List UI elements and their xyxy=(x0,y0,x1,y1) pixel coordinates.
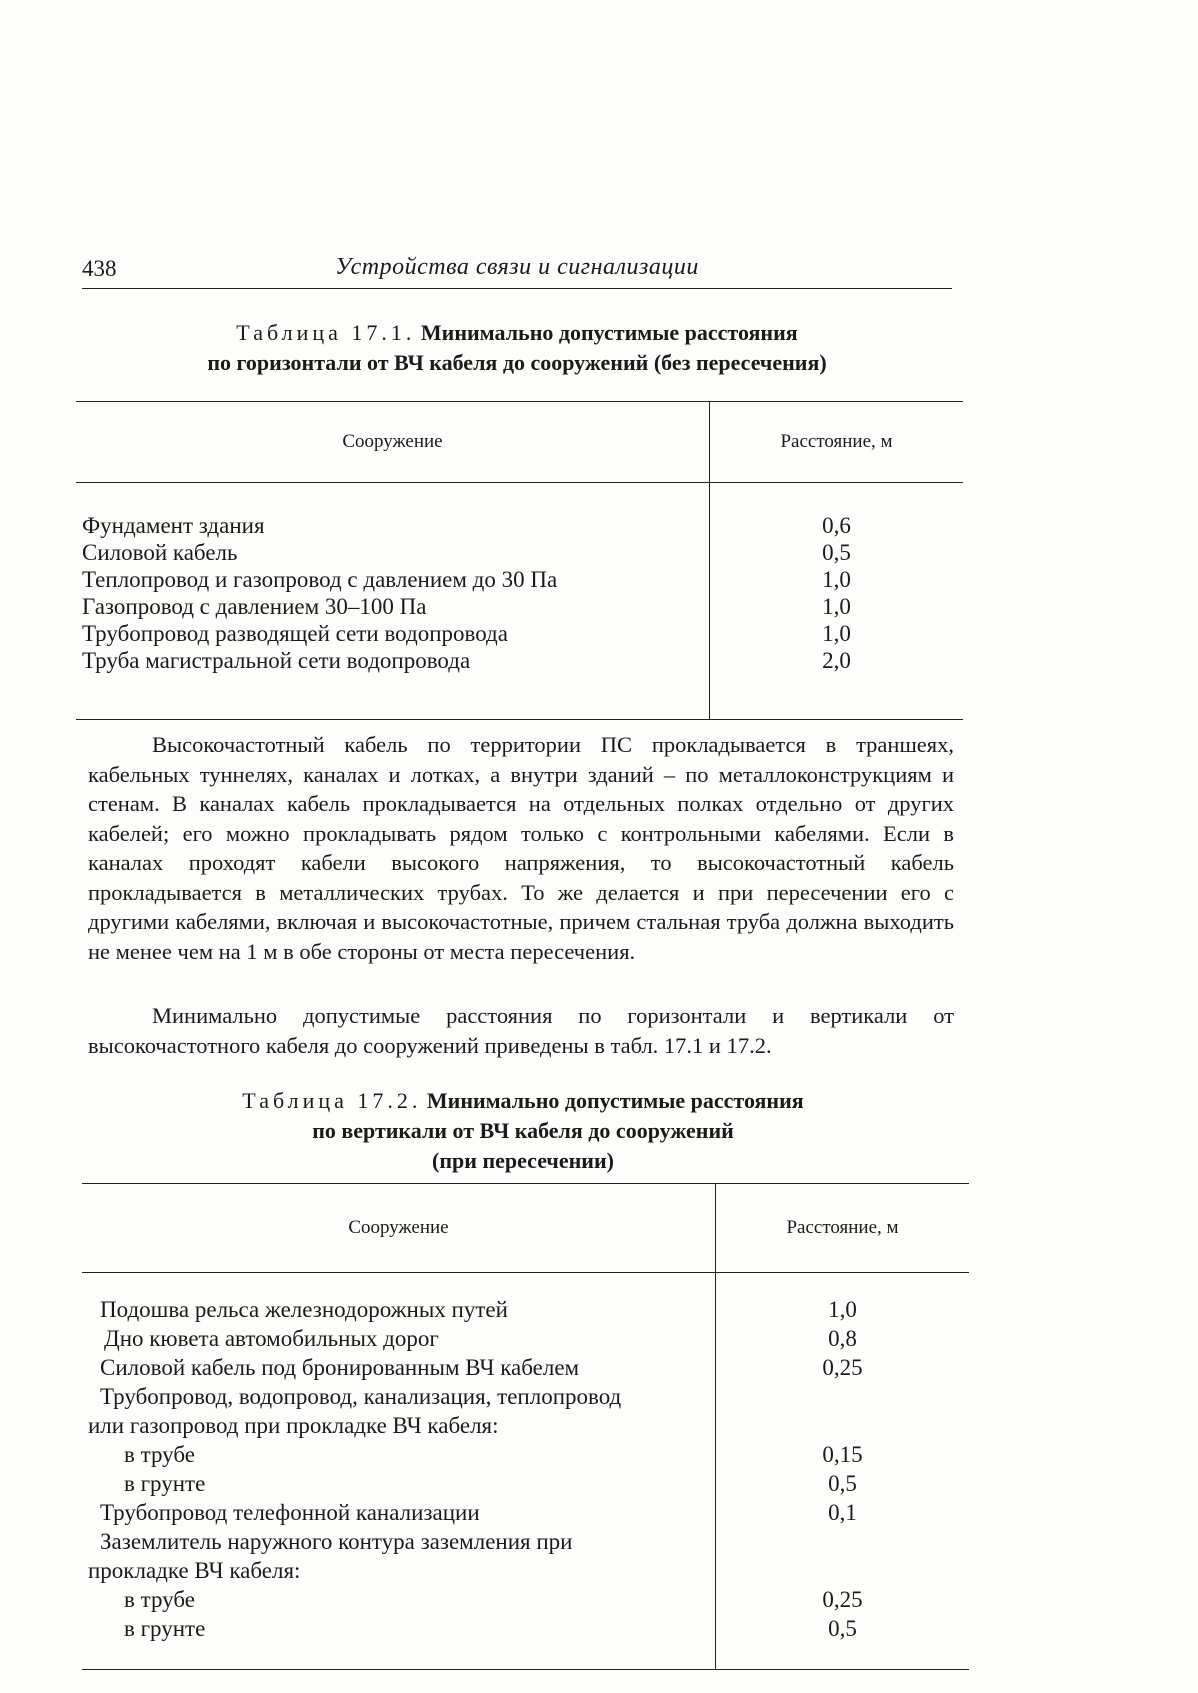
book-title: Устройства связи и сигнализации xyxy=(335,254,699,280)
table1-caption-line1: Минимально допустимые расстояния xyxy=(420,320,798,345)
row-distance-value: 0,6 xyxy=(822,513,851,538)
table-row xyxy=(76,594,963,621)
table1-header-distance: Расстояние, м xyxy=(780,431,893,452)
row-structure-name: в грунте xyxy=(124,1471,206,1496)
row-structure-name: Трубопровод телефонной канализации xyxy=(100,1500,480,1525)
row-distance-value: 0,25 xyxy=(822,1587,863,1612)
row-distance-value: 0,8 xyxy=(828,1326,857,1351)
table1-header-row xyxy=(76,402,963,483)
row-structure-name: прокладке ВЧ кабеля: xyxy=(88,1558,301,1583)
row-structure-name: Подошва рельса железнодорожных путей xyxy=(100,1297,508,1322)
table-row xyxy=(82,1471,969,1500)
table2-body xyxy=(82,1273,969,1645)
table-row xyxy=(82,1442,969,1471)
row-distance-value: 1,0 xyxy=(828,1297,857,1322)
table-row xyxy=(82,1413,969,1442)
row-distance-value: 0,1 xyxy=(828,1500,857,1525)
table-row xyxy=(82,1326,969,1355)
row-distance-value: 0,5 xyxy=(822,540,851,565)
row-structure-name: Фундамент здания xyxy=(82,513,265,538)
row-distance-value: 0,15 xyxy=(822,1442,863,1467)
table2-header-distance: Расстояние, м xyxy=(786,1217,899,1238)
table1-caption-label: Таблица 17.1. xyxy=(236,320,416,345)
table2-header-structure: Сооружение xyxy=(348,1217,449,1238)
row-structure-name: Дно кювета автомобильных дорог xyxy=(104,1326,439,1351)
row-structure-name: Заземлитель наружного контура заземления при xyxy=(100,1529,573,1554)
row-distance-value: 0,5 xyxy=(828,1471,857,1496)
row-structure-name: Теплопровод и газопровод с давлением до 30 Па xyxy=(82,567,558,592)
table-row xyxy=(82,1297,969,1326)
table2-caption-line2: по вертикали от ВЧ кабеля до сооружений xyxy=(312,1118,734,1143)
table2 xyxy=(82,1183,969,1670)
row-distance-value: 2,0 xyxy=(822,648,851,673)
table-row xyxy=(82,1616,969,1645)
table-row xyxy=(76,648,963,675)
table1 xyxy=(76,401,963,720)
body-paragraph-2: Минимально допустимые расстояния по горизонтали и вертикали от высокочастотного кабеля до сооружений приведены в табл. 17.1 и 17.2. xyxy=(88,1003,954,1058)
table1-caption-line2: по горизонтали от ВЧ кабеля до сооружений (без пересечения) xyxy=(207,350,827,375)
table1-caption xyxy=(82,318,952,378)
row-distance-value: 0,5 xyxy=(828,1616,857,1641)
row-structure-name: Силовой кабель под бронированным ВЧ кабелем xyxy=(100,1355,580,1380)
table-row xyxy=(76,513,963,540)
table-row xyxy=(82,1529,969,1558)
row-distance-value: 1,0 xyxy=(822,594,851,619)
table-row xyxy=(82,1355,969,1384)
table-row xyxy=(82,1500,969,1529)
row-structure-name: Силовой кабель xyxy=(82,540,238,565)
page-number: 438 xyxy=(82,256,117,281)
table-row xyxy=(76,621,963,648)
table-row xyxy=(82,1587,969,1616)
table-row xyxy=(82,1384,969,1413)
row-distance-value: 0,25 xyxy=(822,1355,863,1380)
table2-caption-line3: (при пересечении) xyxy=(432,1148,614,1173)
table-row xyxy=(82,1558,969,1587)
body-paragraph-1: Высокочастотный кабель по территории ПС прокладывается в траншеях, кабельных туннелях, каналах и лотках, а внутри зданий – по металлоконструкциям и стенам. В каналах кабель прокладывается на отдельных полках отдельно от других кабелей; его можно прокладывать рядом только с контрольными кабелями. Если в каналах проходят кабели высокого напряжения, то высокочастотный кабель прокладывается в металлических трубах. То же делается и при пересечении его с другими кабелями, включая и высокочастотные, причем стальная труба должна выходить не менее чем на 1 м в обе стороны от места пересечения. xyxy=(88,732,954,964)
table1-body xyxy=(76,483,963,675)
row-structure-name: Трубопровод разводящей сети водопровода xyxy=(82,621,508,646)
row-structure-name: Газопровод с давлением 30–100 Па xyxy=(82,594,427,619)
table1-header-structure: Сооружение xyxy=(342,431,443,452)
row-distance-value: 1,0 xyxy=(822,621,851,646)
table2-caption xyxy=(88,1086,958,1176)
table2-caption-label: Таблица 17.2. xyxy=(242,1088,422,1113)
row-structure-name: в трубе xyxy=(124,1587,195,1612)
row-structure-name: в грунте xyxy=(124,1616,206,1641)
table-row xyxy=(76,567,963,594)
table2-header-row xyxy=(82,1184,969,1273)
row-structure-name: или газопровод при прокладке ВЧ кабеля: xyxy=(88,1413,499,1438)
row-structure-name: в трубе xyxy=(124,1442,195,1467)
running-head xyxy=(82,250,952,289)
row-distance-value: 1,0 xyxy=(822,567,851,592)
row-structure-name: Трубопровод, водопровод, канализация, теплопровод xyxy=(100,1384,622,1409)
row-structure-name: Труба магистральной сети водопровода xyxy=(82,648,471,673)
table-row xyxy=(76,540,963,567)
table2-caption-line1: Минимально допустимые расстояния xyxy=(426,1088,804,1113)
